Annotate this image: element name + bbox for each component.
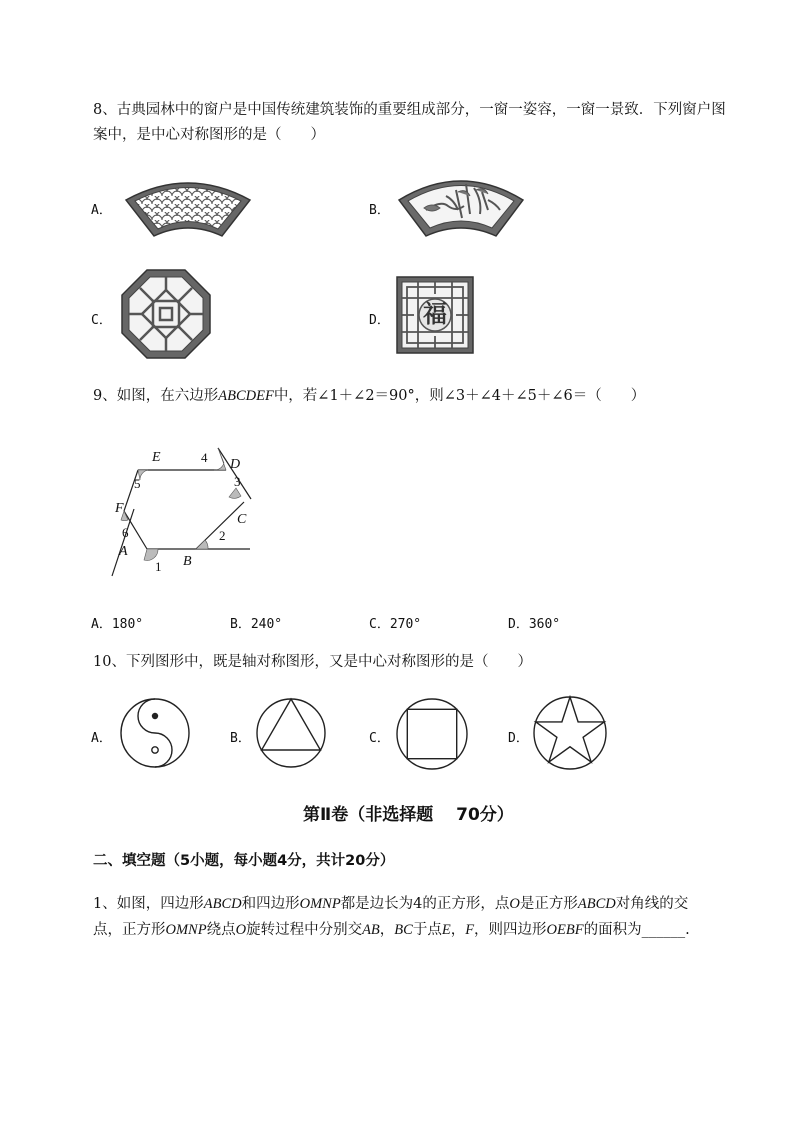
q10-yin-yang-icon	[119, 697, 191, 769]
label-c: C	[237, 512, 247, 527]
q10-option-c-label: C．	[369, 731, 390, 746]
label-f: F	[115, 501, 124, 516]
angle-1-label: 1	[155, 559, 162, 574]
q8-text-line2: 案中，是中心对称图形的是（ ）	[93, 127, 325, 143]
fu-character: 福	[423, 300, 447, 328]
angle-6-label: 6	[122, 525, 129, 540]
angle-2-label: 2	[219, 528, 226, 543]
q8-window-c-octagon-lattice	[120, 268, 212, 360]
q10-star-in-circle	[532, 695, 608, 771]
label-d: D	[230, 457, 241, 472]
q8-option-b-label: B．	[369, 203, 390, 218]
q10-triangle-in-circle	[255, 697, 327, 769]
q10-square-in-circle	[395, 697, 469, 771]
q8-option-d-label: D．	[369, 313, 390, 328]
q8-window-a-fan-scales	[122, 172, 254, 242]
q8-option-c-label: C．	[91, 313, 112, 328]
q9-hexagon-figure	[110, 443, 260, 581]
label-b: B	[183, 554, 192, 569]
q9-option-d: D．360°	[508, 617, 561, 632]
q9-option-a: A．180°	[91, 617, 144, 632]
q8-text-line1: 8、古典园林中的窗户是中国传统建筑装饰的重要组成部分，一窗一姿容，一窗一景致．下列窗户图	[93, 102, 726, 118]
fill1-line1: 1、如图，四边形ABCD和四边形OMNP都是边长为4的正方形，点O是正方形ABCD对角线的交	[93, 896, 689, 912]
section2-title: 第Ⅱ卷（非选择题 70分）	[303, 805, 514, 825]
q10-option-d-label: D．	[508, 731, 529, 746]
label-a: A	[119, 544, 128, 559]
q8-window-d-square-fu	[396, 276, 474, 354]
angle-5-label: 5	[134, 476, 141, 491]
q8-window-b-fan-orchid	[396, 170, 526, 242]
q9-option-b: B．240°	[230, 617, 283, 632]
q9-option-c: C．270°	[369, 617, 422, 632]
q10-option-b-label: B．	[230, 731, 251, 746]
angle-3-label: 3	[234, 474, 241, 489]
label-e: E	[152, 450, 161, 465]
angle-4-label: 4	[201, 450, 208, 465]
fill1-line2: 点，正方形OMNP绕点O旋转过程中分别交AB，BC于点E，F，则四边形OEBF的面积为______.	[93, 922, 690, 938]
section2-subtitle: 二、填空题（5小题，每小题4分，共计20分）	[93, 853, 395, 869]
q9-text: 9、如图，在六边形ABCDEF中，若∠1＋∠2＝90°，则∠3＋∠4＋∠5＋∠6＝（ ）	[93, 388, 646, 404]
q8-option-a-label: A．	[91, 203, 112, 218]
q10-text: 10、下列图形中，既是轴对称图形，又是中心对称图形的是（ ）	[93, 654, 532, 670]
q10-option-a-label: A．	[91, 731, 112, 746]
